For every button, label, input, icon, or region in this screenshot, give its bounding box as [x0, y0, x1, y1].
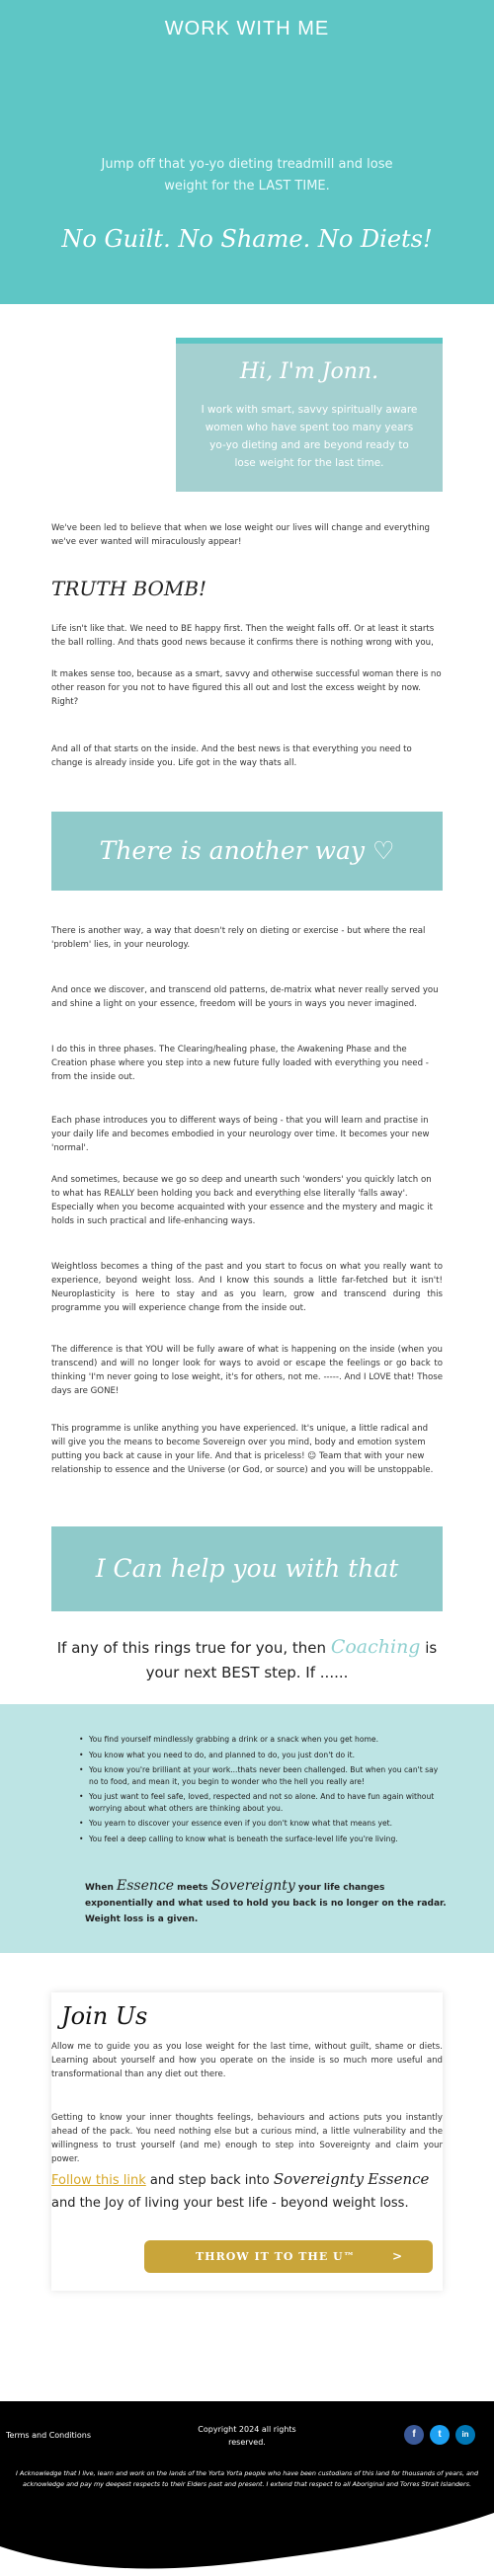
twitter-icon[interactable]: t [430, 2425, 450, 2445]
list-item: • You yearn to discover your essence even if you don't know what that means yet. [79, 1818, 445, 1830]
intro-card [176, 338, 443, 492]
rings-before: If any of this rings true for you, then [56, 1639, 327, 1657]
list-item: • You feel a deep calling to know what is beneath the surface-level life you're living. [79, 1834, 445, 1845]
paragraph: And sometimes, because we go so deep and unearth such 'wonders' you quickly latch on to what has REALLY been holding you back and everything else literally 'falls away'. Especially when you become acquainted with your essence and the mystery and magic it holds in such practical and life-enhancing ways. [51, 1175, 434, 1226]
chevron-right-icon: > [391, 2249, 403, 2263]
truth-bomb-heading: TRUTH BOMB! [51, 577, 207, 600]
copyright-text: Copyright 2024 all rights reserved. [198, 2425, 296, 2447]
intro-heading: Hi, I'm Jonn. [239, 359, 379, 384]
facebook-icon[interactable]: f [404, 2425, 424, 2445]
footer [0, 2401, 494, 2576]
coaching-word: Coaching [330, 1636, 421, 1658]
hero-tagline: No Guilt. No Shame. No Diets! [61, 225, 433, 253]
essence-rest: your life changes exponentially and what used to hold you back is no longer on the radar. Weight loss is a given. [85, 1883, 447, 1924]
paragraph: There is another way, a way that doesn't rely on dieting or exercise - but where the real 'problem' lies, in your neurology. [51, 926, 426, 950]
list-item: • You know what you need to do, and planned to do, you just don't do it. [79, 1750, 445, 1761]
follow-essence: Essence [368, 2170, 430, 2188]
linkedin-icon[interactable]: in [455, 2425, 475, 2445]
paragraph: Life isn't like that. We need to BE happy first. Then the weight falls off. Or at least it starts the ball rolling. And thats good news because it confirms there is nothing wrong with you, [51, 624, 435, 648]
list-item: • You know you're brilliant at your work...thats never been challenged. But when you can't say no to food, and mean it, you begin to wonder who the hell you really are! [79, 1764, 445, 1787]
paragraph: This programme is unlike anything you have experienced. It's unique, a little radical and will give you the means to become Sovereign over you mind, body and emotion system putting you back at cause in your life. And that is priceless! ☺ Team that with your new relationship to essence and the Universe (or God, or source) and you will be unstoppable. [51, 1424, 434, 1475]
follow-mid: and step back into [149, 2173, 270, 2188]
intro-text: I work with smart, savvy spiritually aware women who have spent too many years yo-yo dieting and are beyond ready to lose weight for the last time. [201, 404, 418, 469]
intro-paragraph: We've been led to believe that when we lose weight our lives will change and everything we've ever wanted will miraculously appear! [51, 523, 430, 547]
paragraph: The difference is that YOU will be fully aware of what is happening on the inside (when you transcend) and will no longer look for ways to avoid or escape the feelings or go back to thinking 'I'm never going to lose weight, it's for others, not me. -----. And I LOVE that! Those days are GONE! [51, 1345, 443, 1396]
essence-word: Essence [117, 1878, 175, 1894]
follow-sovereignty: Sovereignty [273, 2170, 365, 2188]
paragraph: And all of that starts on the inside. And the best news is that everything you need to change is already inside you. Life got in the way thats all. [51, 744, 412, 768]
page-title: WORK WITH ME [164, 18, 330, 39]
rings-true-text [51, 1635, 443, 1685]
follow-text [51, 2168, 443, 2215]
paragraph: I do this in three phases. The Clearing/healing phase, the Awakening Phase and the Creation phase where you step into a new future fully loaded with everything you need - from the inside out. [51, 1045, 429, 1082]
paragraph: Weightloss becomes a thing of the past and you start to focus on what you really want to experience, beyond weight loss. And I know this sounds a little far-fetched but it isn't! Neuroplasticity is here to stay and as you learn, grow and transcend during this programme you will experience change from the inside out. [51, 1262, 443, 1313]
join-heading: Join Us [61, 2002, 148, 2030]
paragraph: And once we discover, and transcend old patterns, de-matrix what never really served you and shine a light on your essence, freedom will be yours in ways you never imagined. [51, 985, 439, 1009]
footer-wave [0, 2507, 494, 2576]
follow-link[interactable]: Follow this link [51, 2173, 146, 2188]
paragraph: Each phase introduces you to different ways of being - that you will learn and practise in your daily life and becomes embodied in your neurology over time. It becomes your new 'normal'. [51, 1116, 430, 1153]
symptoms-list [79, 1734, 445, 1848]
another-way-banner: There is another way ♡ [51, 812, 443, 891]
terms-link[interactable]: Terms and Conditions [6, 2431, 92, 2440]
join-paragraph: Allow me to guide you as you lose weight for the last time, without guilt, shame or diets. Learning about yourself and how you operate on the inside is so much more useful and transformational than any diet out there. [51, 2042, 443, 2079]
hero-subtitle: Jump off that yo-yo dieting treadmill and lose weight for the LAST TIME. [101, 157, 393, 194]
help-banner: I Can help you with that [51, 1526, 443, 1611]
throw-it-button[interactable] [144, 2240, 433, 2273]
essence-meets: meets [177, 1883, 208, 1893]
list-item: • You find yourself mindlessly grabbing a drink or a snack when you get home. [79, 1734, 445, 1746]
follow-end: and the Joy of living your best life - beyond weight loss. [51, 2196, 409, 2211]
rings-after: is your next BEST step. If ...... [145, 1639, 438, 1681]
hero-section [0, 0, 494, 304]
cta-label: THROW IT TO THE U™ [196, 2250, 356, 2263]
join-paragraph: Getting to know your inner thoughts feelings, behaviours and actions puts you instantly ahead of the pack. You need nothing else but a curious mind, a little vulnerability and the willingness to trust yourself (and me) enough to step into Sovereignty and claim your power. [51, 2113, 443, 2164]
paragraph: It makes sense too, because as a smart, savvy and otherwise successful woman there is no other reason for you not to have figured this all out and lost the excess weight by now. Right? [51, 669, 442, 707]
acknowledgement-text: I Acknowledge that I live, learn and work on the lands of the Yorta Yorta people who have been custodians of this land for thousands of years, and acknowledge and pay my deepest respects to their Elders past and present. I extend that respect to all Aboriginal and Torres Strait Islanders. [15, 2469, 479, 2488]
sovereignty-word: Sovereignty [210, 1878, 295, 1894]
essence-when: When [85, 1883, 114, 1893]
list-item: • You just want to feel safe, loved, respected and not so alone. And to have fun again without worrying about what others are thinking about you. [79, 1791, 445, 1814]
essence-statement [85, 1878, 451, 1927]
